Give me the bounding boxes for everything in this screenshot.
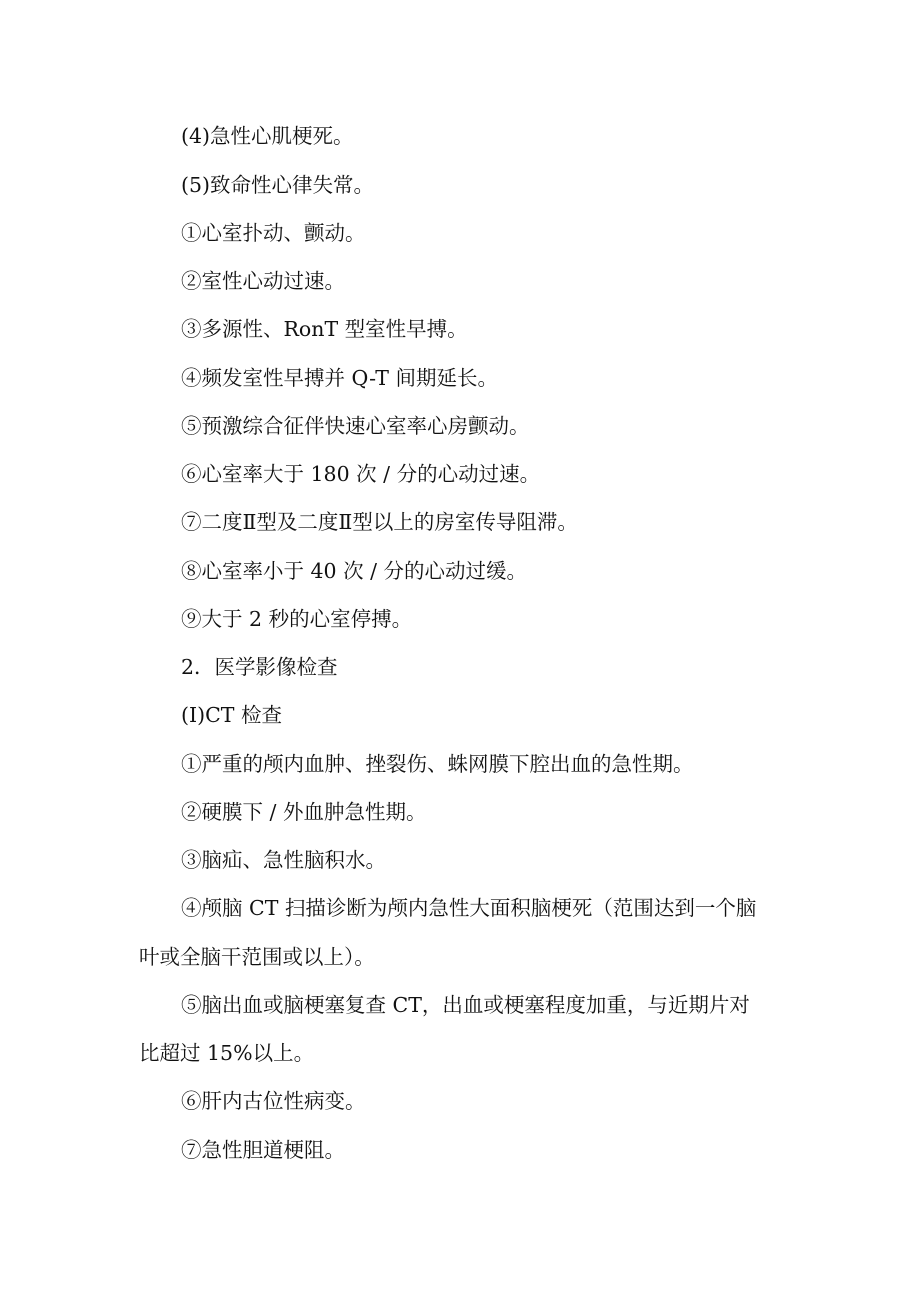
text-line-ct-item-5: ⑤脑出血或脑梗塞复查 CT，出血或梗塞程度加重，与近期片对: [181, 993, 750, 1017]
subsection-heading-ct: (I)CT 检查: [181, 703, 282, 727]
text-line-ct-item-6: ⑥肝内古位性病变。: [181, 1089, 366, 1113]
text-line-item-9: ⑨大于 2 秒的心室停搏。: [181, 607, 413, 631]
text-line-item-5: ⑤预激综合征伴快速心室率心房颤动。: [181, 414, 530, 438]
text-line-acute-mi: (4)急性心肌梗死。: [181, 124, 354, 148]
text-line-item-7: ⑦二度Ⅱ型及二度Ⅱ型以上的房室传导阻滞。: [181, 510, 578, 534]
text-line-item-8: ⑧心室率小于 40 次 / 分的心动过缓。: [181, 559, 528, 583]
text-line-ct-item-5-cont: 比超过 15%以上。: [139, 1041, 315, 1065]
text-line-ct-item-7: ⑦急性胆道梗阻。: [181, 1138, 345, 1162]
section-heading-imaging: 2．医学影像检查: [181, 655, 338, 679]
text-line-item-6: ⑥心室率大于 180 次 / 分的心动过速。: [181, 462, 541, 486]
text-line-item-1: ①心室扑动、颤动。: [181, 221, 366, 245]
text-line-item-2: ②室性心动过速。: [181, 269, 345, 293]
text-line-ct-item-3: ③脑疝、急性脑积水。: [181, 848, 386, 872]
text-line-ct-item-4: ④颅脑 CT 扫描诊断为颅内急性大面积脑梗死（范围达到一个脑: [181, 896, 757, 920]
text-line-item-4: ④频发室性早搏并 Q-T 间期延长。: [181, 366, 498, 390]
text-line-fatal-arrhythmia: (5)致命性心律失常。: [181, 173, 375, 197]
text-line-item-3: ③多源性、RonT 型室性早搏。: [181, 317, 468, 341]
text-line-ct-item-2: ②硬膜下 / 外血肿急性期。: [181, 800, 427, 824]
text-line-ct-item-1: ①严重的颅内血肿、挫裂伤、蛛网膜下腔出血的急性期。: [181, 752, 694, 776]
text-line-ct-item-4-cont: 叶或全脑干范围或以上）。: [139, 945, 375, 969]
